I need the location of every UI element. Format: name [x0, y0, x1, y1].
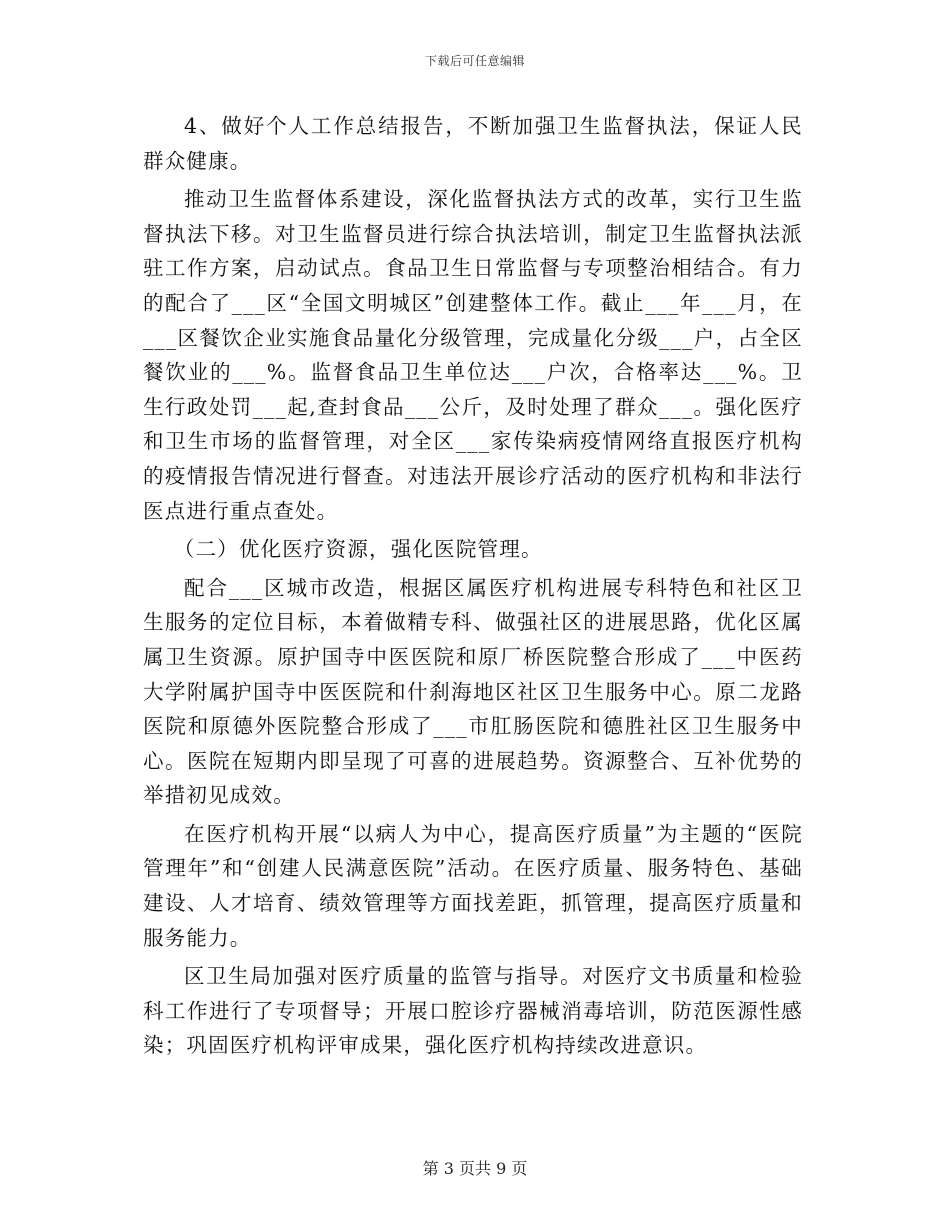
paragraph-hospital-management-year: 在医疗机构开展“以病人为中心，提高医疗质量”为主题的“医院管理年”和“创建人民满意医院”活动。在医疗质量、服务特色、基础建设、人才培育、绩效管理等方面找差距，抓管理，提高医疗质量和服务能力。 [143, 821, 803, 950]
document-body [143, 109, 803, 1067]
paragraph-item-4: 4、做好个人工作总结报告，不断加强卫生监督执法，保证人民群众健康。 [143, 114, 803, 173]
paragraph-resource-integration: 配合___区城市改造，根据区属医疗机构进展专科特色和社区卫生服务的定位目标，本着做精专科、做强社区的进展思路，优化区属属卫生资源。原护国寺中医医院和原厂桥医院整合形成了___中医药大学附属护国寺中医医院和什刹海地区社区卫生服务中心。原二龙路医院和原德外医院整合形成了___市肛肠医院和德胜社区卫生服务中心。医院在短期内即呈现了可喜的进展趋势。资源整合、互补优势的举措初见成效。 [143, 575, 803, 808]
paragraph-supervision-system: 推动卫生监督体系建设，深化监督执法方式的改革，实行卫生监督执法下移。对卫生监督员进行综合执法培训，制定卫生监督执法派驻工作方案，启动试点。食品卫生日常监督与专项整治相结合。有力的配合了___区“全国文明城区”创建整体工作。截止___年___月，在___区餐饮企业实施食品量化分级管理，完成量化分级___户，占全区餐饮业的___%。监督食品卫生单位达___户次，合格率达___%。卫生行政处罚___起,查封食品___公斤，及时处理了群众___。强化医疗和卫生市场的监督管理，对全区___家传染病疫情网络直报医疗机构的疫情报告情况进行督查。对违法开展诊疗活动的医疗机构和非法行医点进行重点查处。 [143, 187, 803, 523]
section-heading-2: （二）优化医疗资源，强化医院管理。 [173, 537, 543, 562]
page-footer: 第 3 页共 9 页 [422, 1159, 528, 1178]
paragraph-quality-supervision: 区卫生局加强对医疗质量的监管与指导。对医疗文书质量和检验科工作进行了专项督导；开展口腔诊疗器械消毒培训，防范医源性感染；巩固医疗机构评审成果，强化医疗机构持续改进意识。 [143, 964, 803, 1058]
page-header: 下载后可任意编辑 [424, 54, 525, 68]
